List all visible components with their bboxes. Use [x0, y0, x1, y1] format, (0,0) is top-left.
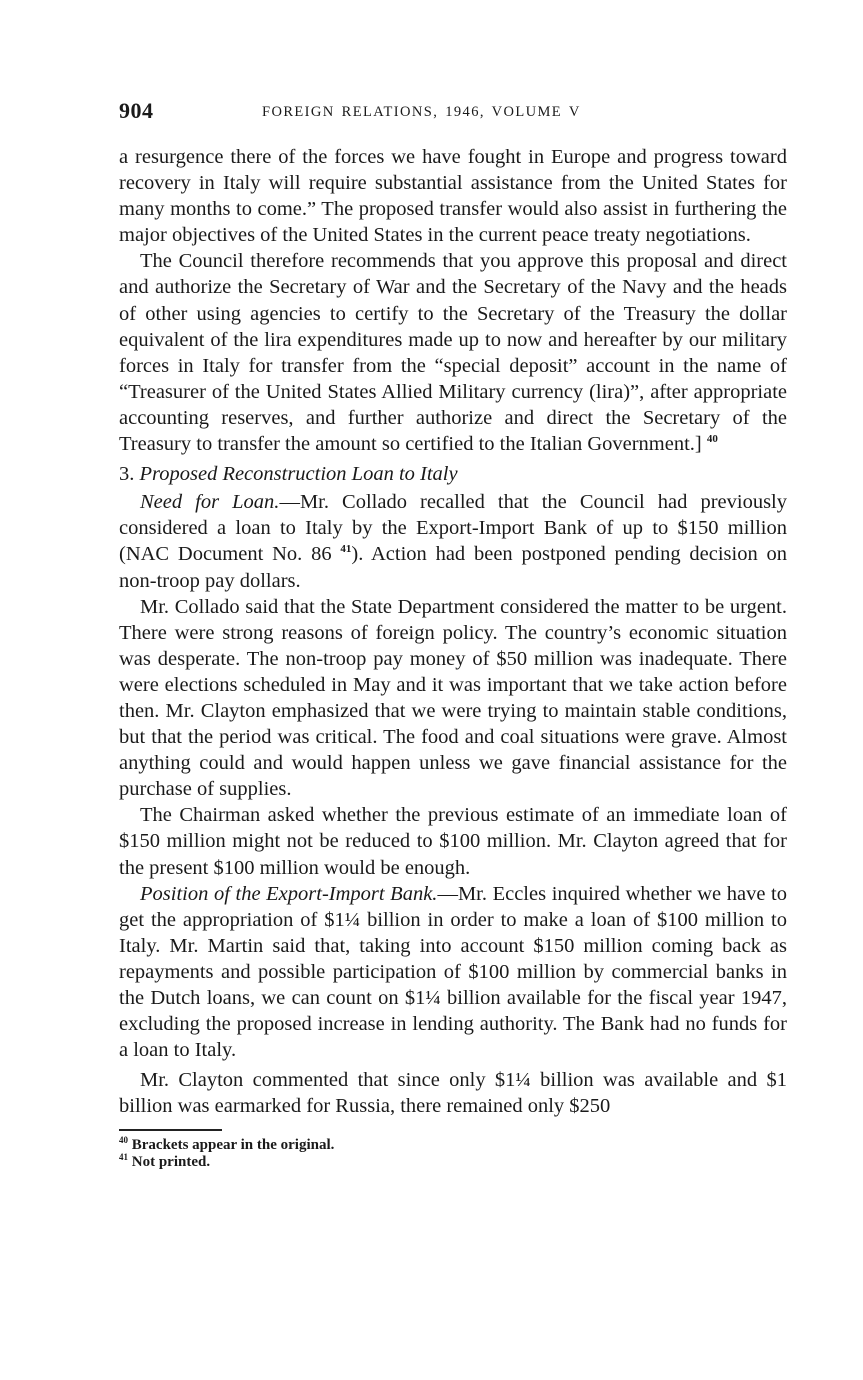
section-title: Proposed Reconstruction Loan to Italy: [139, 463, 458, 486]
section-heading: [119, 461, 787, 487]
paragraph-6-lead: Position of the Export-Import Bank.: [140, 882, 438, 905]
footnotes: [119, 1137, 787, 1171]
footnote-mark: 41: [119, 1152, 128, 1163]
footnote-text: Brackets appear in the original.: [131, 1137, 335, 1154]
footnote-rule: [119, 1129, 222, 1131]
footnote-ref-40: 40: [706, 433, 718, 446]
paragraph-2-text: The Council therefore recommends that you approve this proposal and direct and authorize the Secretary of War and the Secretary of the Navy and the heads of other using agencies to certify to the Secretary of the Treasury the dollar equivalent of the lira expenditures made up to now and hereafter by our military forces in Italy for transfer from the “special deposit” account in the name of “Treasurer of the United States Allied Military currency (lira)”, after appropriate accounting reserves, and further authorize and direct the Secretary of the Treasury to transfer the amount so certified to the Italian Government.]: [119, 250, 787, 456]
paragraph-7-text: Mr. Clayton commented that since only $1¼ billion was available and $1 billion was earmarked for Russia, there remained only $250: [119, 1069, 787, 1118]
document-page: [119, 98, 787, 1171]
paragraph-3-tail: ). Action had been postponed pending decision on non-troop pay dollars.: [119, 543, 787, 592]
paragraph-4-text: Mr. Collado said that the State Department considered the matter to be urgent. There were strong reasons of foreign policy. The country’s economic situation was desperate. The non-troop pay money of $50 million was inadequate. There were elections scheduled in May and it was important that we take action before then. Mr. Clayton emphasized that we were trying to maintain stable conditions, but that the period was critical. The food and coal situations were grave. Almost anything could and would happen unless we gave financial assistance for the purchase of supplies.: [119, 595, 787, 801]
body-text: [119, 144, 787, 1119]
paragraph-6-text: —Mr. Eccles inquired whether we have to get the appropriation of $1¼ billion in order to make a loan of $100 million to Italy. Mr. Martin said that, taking into account $150 million coming back as repayments and possible participation of $100 million by commercial banks in the Dutch loans, we can count on $1¼ billion available for the fiscal year 1947, excluding the proposed increase in lending authority. The Bank had no funds for a loan to Italy.: [119, 882, 788, 1062]
paragraph-3-lead: Need for Loan.: [140, 491, 280, 514]
section-number: 3.: [119, 463, 135, 486]
paragraph-2: [119, 248, 787, 457]
footnote-mark: 40: [119, 1135, 128, 1146]
page-header: [119, 98, 787, 132]
paragraph-5-text: The Chairman asked whether the previous estimate of an immediate loan of $150 million might not be reduced to $100 million. Mr. Clayton agreed that for the present $100 million would be enough.: [119, 804, 787, 879]
paragraph-1: [119, 144, 787, 248]
paragraph-3: [119, 489, 787, 593]
paragraph-1-text: a resurgence there of the forces we have fought in Europe and progress toward recovery in Italy will require substantial assistance from the United States for many months to come.” The proposed transfer would also assist in furthering the major objectives of the United States in the current peace treaty negotiations.: [119, 146, 787, 247]
paragraph-5: [119, 802, 787, 880]
footnote-text: Not printed.: [131, 1154, 211, 1171]
paragraph-7: [119, 1067, 787, 1119]
page-number: 904: [119, 98, 154, 123]
running-head: FOREIGN RELATIONS, 1946, VOLUME V: [262, 104, 581, 120]
footnote-40: [119, 1137, 787, 1154]
paragraph-6: [119, 881, 787, 1064]
paragraph-3-text: —Mr. Collado recalled that the Council had previously considered a loan to Italy by the Export-Import Bank of up to $150 million (NAC Document No. 86: [119, 491, 787, 566]
paragraph-4: [119, 594, 787, 803]
footnote-41: [119, 1154, 787, 1171]
footnote-ref-41: 41: [340, 543, 352, 556]
